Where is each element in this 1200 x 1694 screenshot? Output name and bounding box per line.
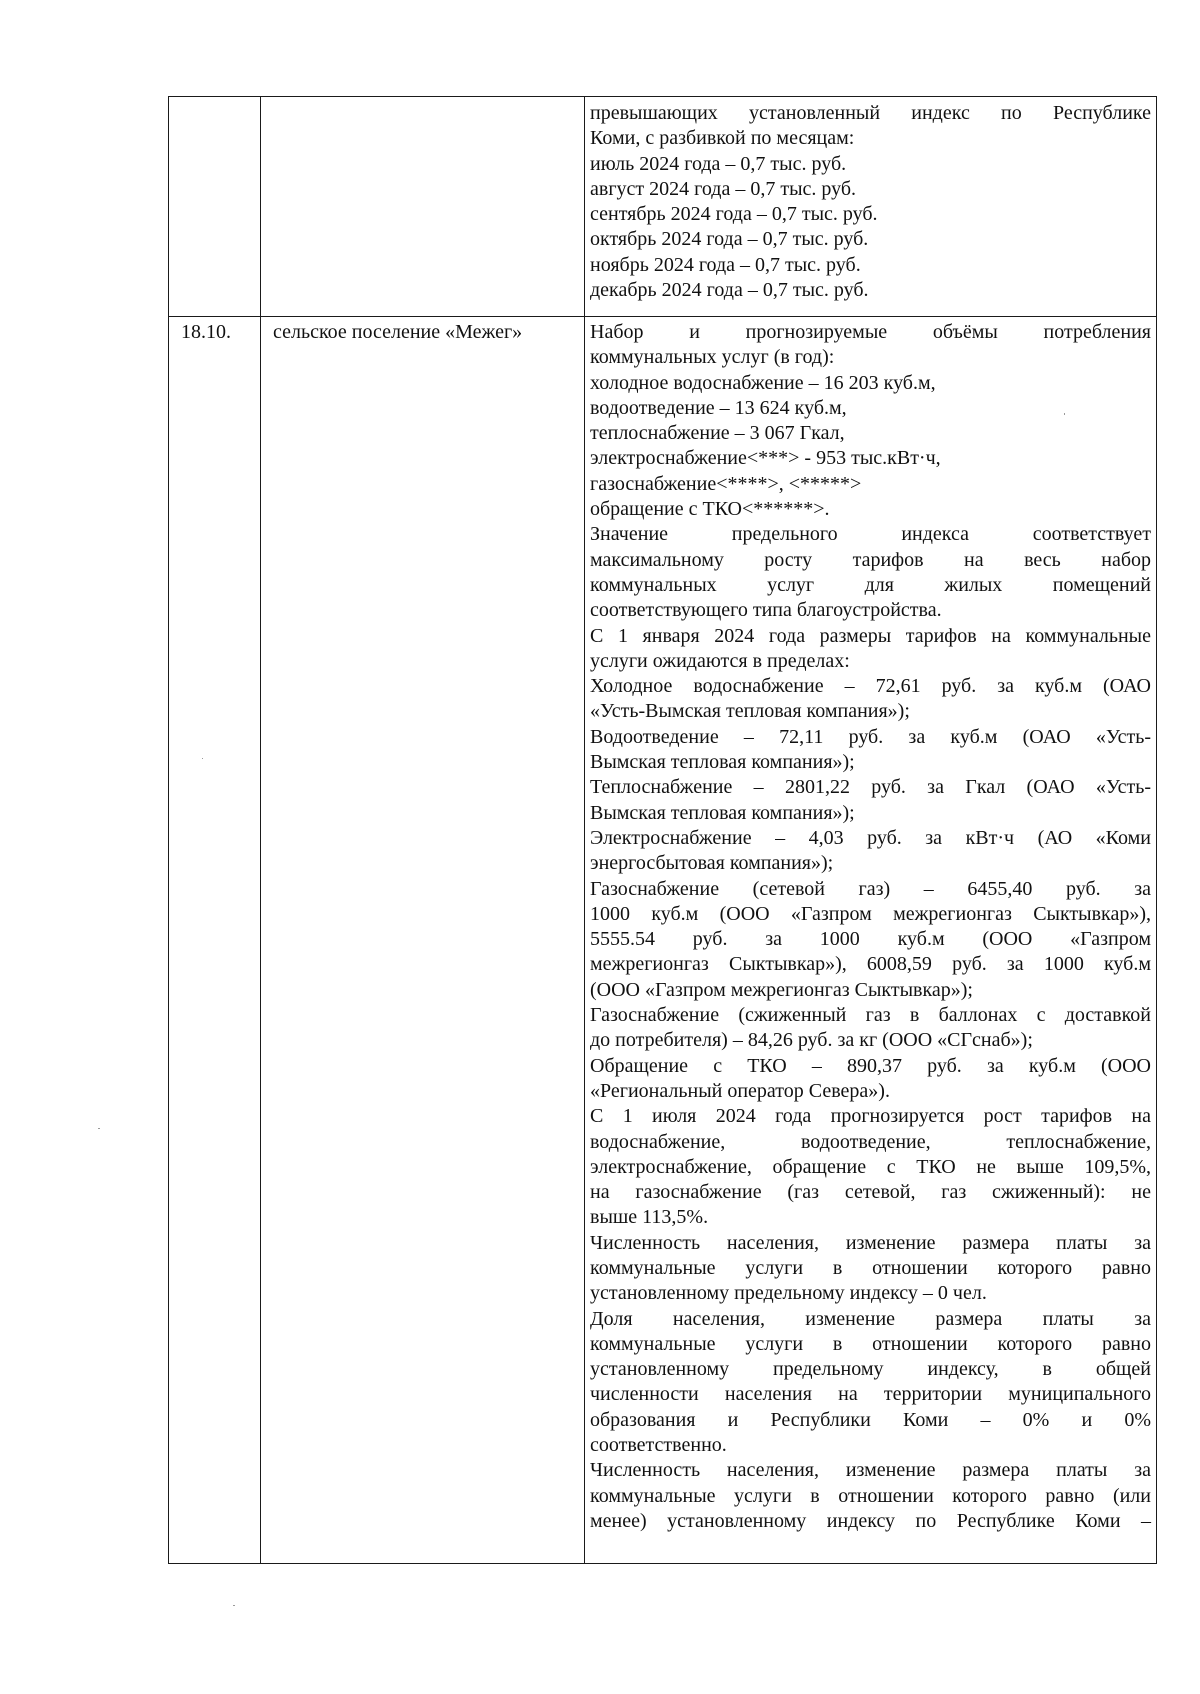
row-number-cell: 18.10. (169, 317, 261, 1564)
text-line: коммунальные услуги в отношении которого равно (или (590, 1484, 1151, 1507)
text-line: на газоснабжение (газ сетевой, газ сжиженный): не (590, 1181, 1151, 1204)
scan-speck (1064, 413, 1065, 415)
text-line: Вымская тепловая компания»); (590, 751, 855, 774)
text-line: Численность населения, изменение размера платы за (590, 1459, 1151, 1482)
text-line: Доля населения, изменение размера платы за (590, 1307, 1151, 1330)
text-line: Коми, с разбивкой по месяцам: (590, 127, 855, 150)
text-line: сентябрь 2024 года – 0,7 тыс. руб. (590, 203, 878, 226)
text-line: октябрь 2024 года – 0,7 тыс. руб. (590, 228, 869, 251)
text-line: декабрь 2024 года – 0,7 тыс. руб. (590, 279, 869, 302)
scan-speck (202, 758, 203, 759)
text-line: С 1 июля 2024 года прогнозируется рост тарифов на (590, 1105, 1151, 1128)
text-line: «Региональный оператор Севера»). (590, 1079, 890, 1102)
text-line: Значение предельного индекса соответствует (590, 523, 1151, 546)
text-line: Холодное водоснабжение – 72,61 руб. за куб.м (ОАО (590, 675, 1151, 698)
text-line: 1000 куб.м (ООО «Газпром межрегионгаз Сыктывкар»), (590, 902, 1151, 925)
text-line: соответствующего типа благоустройства. (590, 599, 942, 622)
text-line: С 1 января 2024 года размеры тарифов на коммунальные (590, 624, 1151, 647)
description-cell (585, 97, 1157, 317)
table-row (169, 97, 1157, 317)
text-line: коммунальные услуги в отношении которого равно (590, 1256, 1151, 1279)
text-line: Газоснабжение (сжиженный газ в баллонах с доставкой (590, 1004, 1151, 1027)
text-line: «Усть-Вымская тепловая компания»); (590, 700, 910, 723)
text-line: услуги ожидаются в пределах: (590, 649, 850, 672)
text-line: численности населения на территории муниципального (590, 1383, 1151, 1406)
text-line: Газоснабжение (сетевой газ) – 6455,40 руб. за (590, 877, 1151, 900)
text-line: энергосбытовая компания»); (590, 852, 834, 875)
text-line: коммунальные услуги в отношении которого равно (590, 1332, 1151, 1355)
text-line: максимальному росту тарифов на весь набор (590, 548, 1151, 571)
scan-speck (233, 1605, 235, 1606)
text-line: ноябрь 2024 года – 0,7 тыс. руб. (590, 253, 861, 276)
text-line: Теплоснабжение – 2801,22 руб. за Гкал (ОАО «Усть- (590, 776, 1151, 799)
description-text (590, 101, 1151, 303)
text-line: установленному предельному индексу, в общей (590, 1358, 1151, 1381)
text-line: июль 2024 года – 0,7 тыс. руб. (590, 152, 847, 175)
text-line: Вымская тепловая компания»); (590, 801, 855, 824)
description-cell (585, 317, 1157, 1564)
tariff-table (168, 96, 1157, 1564)
text-line: образования и Республики Коми – 0% и 0% (590, 1408, 1151, 1431)
text-line: до потребителя) – 84,26 руб. за кг (ООО «СГснаб»); (590, 1029, 1033, 1052)
text-line: водоснабжение, водоотведение, теплоснабжение, (590, 1130, 1151, 1153)
text-line: электроснабжение, обращение с ТКО не выше 109,5%, (590, 1155, 1151, 1178)
text-line: коммунальных услуг для жилых помещений (590, 573, 1151, 596)
text-line: водоотведение – 13 624 куб.м, (590, 396, 847, 419)
text-line: холодное водоснабжение – 16 203 куб.м, (590, 371, 936, 394)
settlement-name-cell (261, 97, 585, 317)
scan-speck (98, 1128, 100, 1129)
text-line: Электроснабжение – 4,03 руб. за кВт·ч (АО «Коми (590, 826, 1151, 849)
text-line: выше 113,5%. (590, 1206, 709, 1229)
description-text (590, 320, 1151, 1534)
text-line: Водоотведение – 72,11 руб. за куб.м (ОАО «Усть- (590, 725, 1151, 748)
table-row (169, 317, 1157, 1564)
text-line: установленному предельному индексу – 0 чел. (590, 1282, 987, 1305)
text-line: август 2024 года – 0,7 тыс. руб. (590, 177, 857, 200)
text-line: соответственно. (590, 1434, 727, 1457)
text-line: Численность населения, изменение размера платы за (590, 1231, 1151, 1254)
text-line: межрегионгаз Сыктывкар»), 6008,59 руб. за 1000 куб.м (590, 953, 1151, 976)
text-line: Набор и прогнозируемые объёмы потребления (590, 321, 1151, 343)
text-line: менее) установленному индексу по Республике Коми – (590, 1509, 1151, 1532)
text-line: 5555.54 руб. за 1000 куб.м (ООО «Газпром (590, 928, 1151, 951)
text-line: газоснабжение<****>, <*****> (590, 472, 862, 495)
text-line: коммунальных услуг (в год): (590, 346, 835, 369)
text-line: (ООО «Газпром межрегионгаз Сыктывкар»); (590, 978, 973, 1001)
settlement-name-cell: сельское поселение «Межег» (261, 317, 585, 1564)
text-line: теплоснабжение – 3 067 Гкал, (590, 422, 845, 445)
text-line: электроснабжение<***> - 953 тыс.кВт·ч, (590, 447, 941, 470)
row-number-cell (169, 97, 261, 317)
text-line: Обращение с ТКО – 890,37 руб. за куб.м (ООО (590, 1054, 1151, 1077)
text-line: превышающих установленный индекс по Республике (590, 102, 1151, 124)
text-line: обращение с ТКО<******>. (590, 498, 830, 521)
